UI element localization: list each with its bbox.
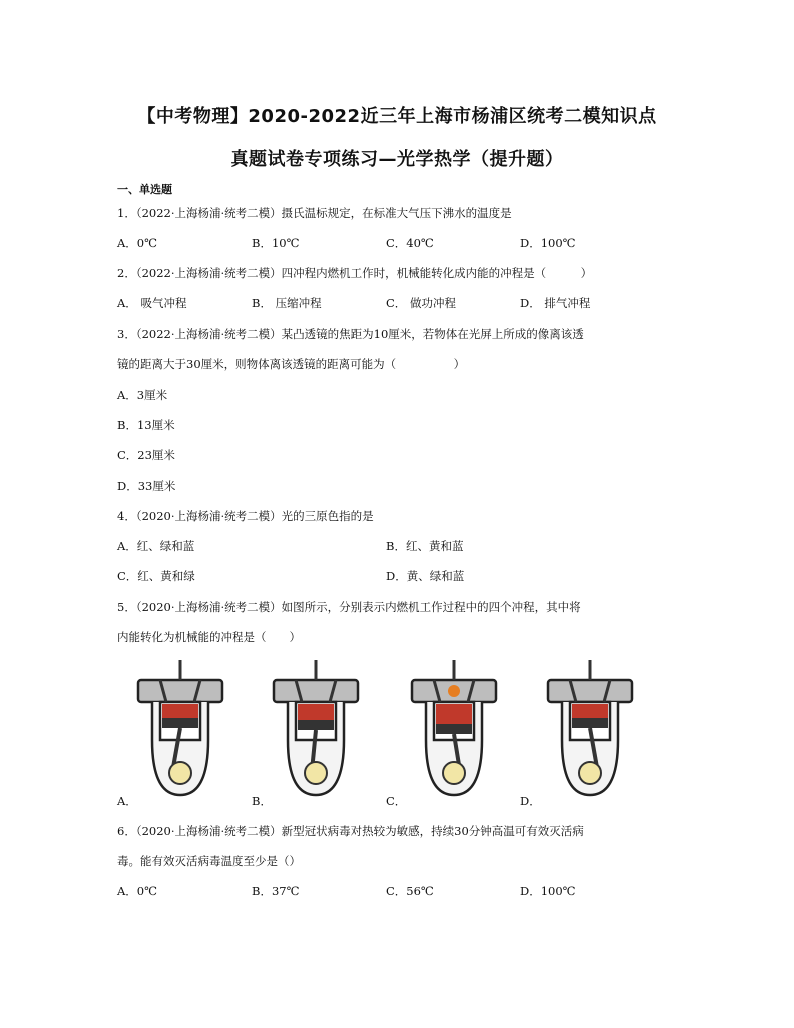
q4-option-c: C．红、黄和绿: [117, 569, 195, 583]
q2-stem: 2．（2022·上海杨浦·统考二模）四冲程内燃机工作时，机械能转化成内能的冲程是（ ）: [117, 266, 593, 280]
engine-diagram-a: [130, 655, 230, 805]
q4-option-d: D．黄、绿和蓝: [386, 569, 465, 583]
q3-option-a: A．3厘米: [117, 388, 168, 402]
q3-option-c: C．23厘米: [117, 448, 175, 462]
q4-option-a: A．红、绿和蓝: [117, 539, 195, 553]
q5-option-a: A．: [117, 794, 137, 808]
q3-stem-line1: 3．（2022·上海杨浦·统考二模）某凸透镜的焦距为10厘米，若物体在光屏上所成的像离该透: [117, 327, 584, 341]
section-heading: 一、单选题: [117, 183, 172, 196]
q4-option-b: B．红、黄和蓝: [386, 539, 464, 553]
q2-option-b: B． 压缩冲程: [252, 296, 322, 310]
q6-option-c: C．56℃: [386, 884, 434, 898]
q1-stem: 1．（2022·上海杨浦·统考二模）摄氏温标规定，在标准大气压下沸水的温度是: [117, 206, 512, 220]
q6-stem-line1: 6．（2020·上海杨浦·统考二模）新型冠状病毒对热较为敏感，持续30分钟高温可有效灭活病: [117, 824, 584, 838]
q6-option-d: D．100℃: [520, 884, 576, 898]
engine-diagram-c: [404, 655, 504, 805]
q2-option-a: A． 吸气冲程: [117, 296, 187, 310]
q5-option-b: B．: [252, 794, 272, 808]
page-title-line2: 真题试卷专项练习—光学热学（提升题）: [230, 149, 564, 170]
q6-stem-line2: 毒。能有效灭活病毒温度至少是（）: [117, 854, 301, 868]
q5-stem-line1: 5．（2020·上海杨浦·统考二模）如图所示，分别表示内燃机工作过程中的四个冲程，其中将: [117, 600, 581, 614]
engine-a-crank: [169, 762, 191, 784]
page-title-line1: 【中考物理】2020-2022近三年上海市杨浦区统考二模知识点: [137, 106, 657, 127]
engine-c-spark: [448, 685, 460, 697]
engine-diagram-d: [540, 655, 640, 805]
engine-a-gas-chamber: [162, 704, 198, 718]
q5-option-d: D．: [520, 794, 541, 808]
q2-option-d: D． 排气冲程: [520, 296, 591, 310]
q5-stem-line2: 内能转化为机械能的冲程是（ ）: [117, 630, 301, 644]
q1-option-a: A．0℃: [117, 236, 157, 250]
q3-stem-line2: 镜的距离大于30厘米，则物体离该透镜的距离可能为（ ）: [117, 357, 466, 371]
engine-a-piston: [162, 718, 198, 728]
q3-option-b: B．13厘米: [117, 418, 175, 432]
q4-stem: 4．（2020·上海杨浦·统考二模）光的三原色指的是: [117, 509, 374, 523]
q1-option-b: B．10℃: [252, 236, 300, 250]
engine-diagram-b: [266, 655, 366, 805]
q3-option-d: D．33厘米: [117, 479, 176, 493]
q5-option-c: C．: [386, 794, 407, 808]
q6-option-a: A．0℃: [117, 884, 157, 898]
q1-option-d: D．100℃: [520, 236, 576, 250]
q1-option-c: C．40℃: [386, 236, 434, 250]
q2-option-c: C． 做功冲程: [386, 296, 456, 310]
q6-option-b: B．37℃: [252, 884, 300, 898]
